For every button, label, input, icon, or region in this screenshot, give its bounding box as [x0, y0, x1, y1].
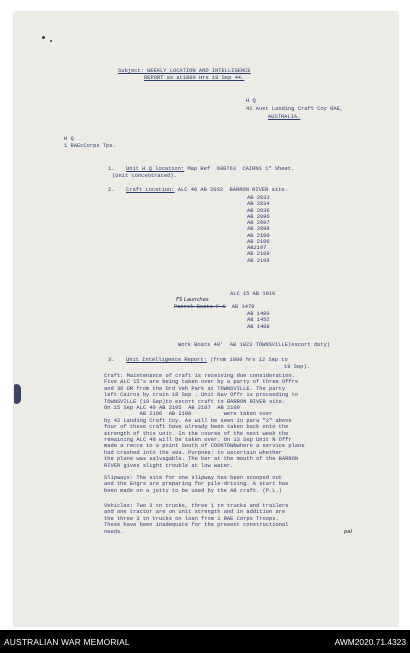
punch-hole [42, 36, 45, 39]
handwritten-fs-launches: FS Launches [176, 297, 209, 303]
paragraph-line: and the Engrs are preparing for pile-driving. A start has [104, 481, 289, 488]
alc15-line: ALC 15 AB 1919 [230, 291, 276, 297]
list-item: AB 1480 [247, 311, 270, 317]
list-item: AB 2100 [247, 232, 270, 239]
paragraph-line: AB 2106 AB 2108 were taken over [104, 411, 273, 418]
ink-blot-mark [14, 384, 21, 404]
item-3-number: 3. [108, 357, 115, 363]
item-3-line-2: 19 Sep). [284, 364, 310, 370]
item-1-line [126, 166, 294, 172]
paragraph-line: On 15 Sep ALC 40 AB 2105 AB 2107 AB 2109 [104, 405, 240, 412]
item-2-text: ALC 40 AB 2032 BARRON RIVER site. [174, 187, 288, 193]
list-item: AB 1488 [247, 323, 270, 330]
subject-line-1: Subject: WEEKLY LOCATION AND INTELLIGENCE [118, 68, 251, 74]
item-1-line-2: (Unit concentrated). [112, 173, 177, 179]
list-item: AB 2033 [247, 195, 270, 201]
list-item: AB 2109 [247, 257, 270, 264]
patrol-boats-struck: Patrol Boats F S [174, 304, 226, 310]
craft-paragraph [104, 373, 305, 469]
patrol-boat-list [247, 311, 270, 330]
slipways-paragraph [104, 475, 288, 494]
paragraph-line: Vehicles: Two 3 tn trucks, three 1 tn trucks and trailers [104, 503, 289, 509]
paragraph-line: by 42 Landing Craft Coy. As will be seen in para "2" above [104, 417, 292, 424]
paragraph-line: the plane was salvagable. The bar at the mouth of the BARRON [104, 456, 299, 463]
footer-accession-number: AWM2020.71.4323 [334, 637, 406, 647]
item-2-line [126, 187, 288, 193]
subject-line-2: REPORT as at1800 Hrs 19 Sep 44. [144, 75, 245, 81]
list-item: AB 2096 [247, 213, 270, 220]
paragraph-line: remaining ALC 40 will be taken over. On 13 Sep Unit N Offr [104, 437, 292, 444]
to-line-1: H Q [64, 136, 74, 142]
from-line-3: AUSTRALIA. [268, 114, 301, 120]
paragraph-line: four of these craft have already been taken back onto the [104, 424, 289, 431]
list-item: AB 2097 [247, 220, 270, 226]
paragraph-line: Craft: Maintenance of craft is receiving due consideration. [104, 373, 295, 379]
item-1-label: Unit H Q location: [126, 166, 185, 172]
list-item: AB2107 [247, 245, 267, 251]
paragraph-line: Slipways: The site for one slipway has been scooped out [104, 475, 282, 481]
list-item: AB 2036 [247, 207, 270, 214]
item-2-label: Craft Location: [126, 187, 175, 193]
item-1-number: 1. [108, 166, 115, 172]
list-item: AB 2108 [247, 251, 270, 258]
list-item: AB 2106 [247, 238, 270, 245]
to-line-2: 1 RAEcCorps Tps. [64, 143, 116, 149]
paragraph-line: needs. [104, 528, 124, 535]
paragraph-line: the three 3 tn trucks on loan from 1 RAE Corps Troops. [104, 515, 279, 522]
vehicles-paragraph [104, 503, 288, 535]
patrol-boats-line [174, 304, 254, 310]
document-page [14, 12, 398, 626]
punch-hole [50, 40, 52, 42]
paragraph-line: and 36 OR from the Ord Veh Park at TOWNSVILLE. The party [104, 385, 286, 392]
item-2-number: 2. [108, 187, 115, 193]
paragraph-line: made a recce to a point South of COOKTOWNwhere a service plane [104, 443, 305, 450]
paragraph-line: been made on a jetty to be used by the AB craft. (P.L.) [104, 487, 282, 494]
paragraph-line: strength of this unit. In the course of the next week the [104, 430, 289, 437]
list-item: AB 2098 [247, 226, 270, 233]
handwritten-margin-note: pal [344, 529, 352, 535]
paragraph-line: had crashed into the sea. Purpose: to ascertain whether [104, 449, 282, 456]
patrol-first-number: AB 1479 [231, 304, 255, 310]
item-3-label: Unit Intelligence Report: [126, 357, 207, 363]
paragraph-line: left Cairns by train 18 Sep . Unit Nav Offr is proceeding to [104, 392, 299, 399]
paragraph-line: Five ALC 15's are being taken over by a party of three Offrs [104, 379, 299, 386]
item-1-text: Map Ref 698763 CAIRNS 1" Sheet. [184, 166, 295, 172]
list-item: AB 2034 [247, 201, 270, 208]
paragraph-line: and one tractor are on unit strength and in addition are [104, 509, 286, 516]
item-3-text: (from 1800 hrs 12 Sep to [206, 357, 288, 363]
footer-institution: AUSTRALIAN WAR MEMORIAL [4, 637, 130, 647]
from-line-2: 41 Aust Landing Craft Coy RAE, [246, 106, 344, 112]
paragraph-line: RIVER gives slight trouble at low water. [104, 462, 234, 469]
alc40-craft-list [247, 195, 270, 264]
item-3-line [126, 357, 288, 363]
paragraph-line: These have been inadequate for the present constructional [104, 522, 289, 529]
from-line-1: H Q [246, 98, 256, 104]
footer-bar [0, 630, 410, 653]
paragraph-line: TOWNSVILLE (19 Sep)to escort craft to BARRON RIVER site. [104, 398, 286, 405]
list-item: AB 1452 [247, 317, 270, 324]
work-boats-line: Work Boats 40' AB 1823 TOWNSVILLE(escort duty) [178, 342, 331, 348]
